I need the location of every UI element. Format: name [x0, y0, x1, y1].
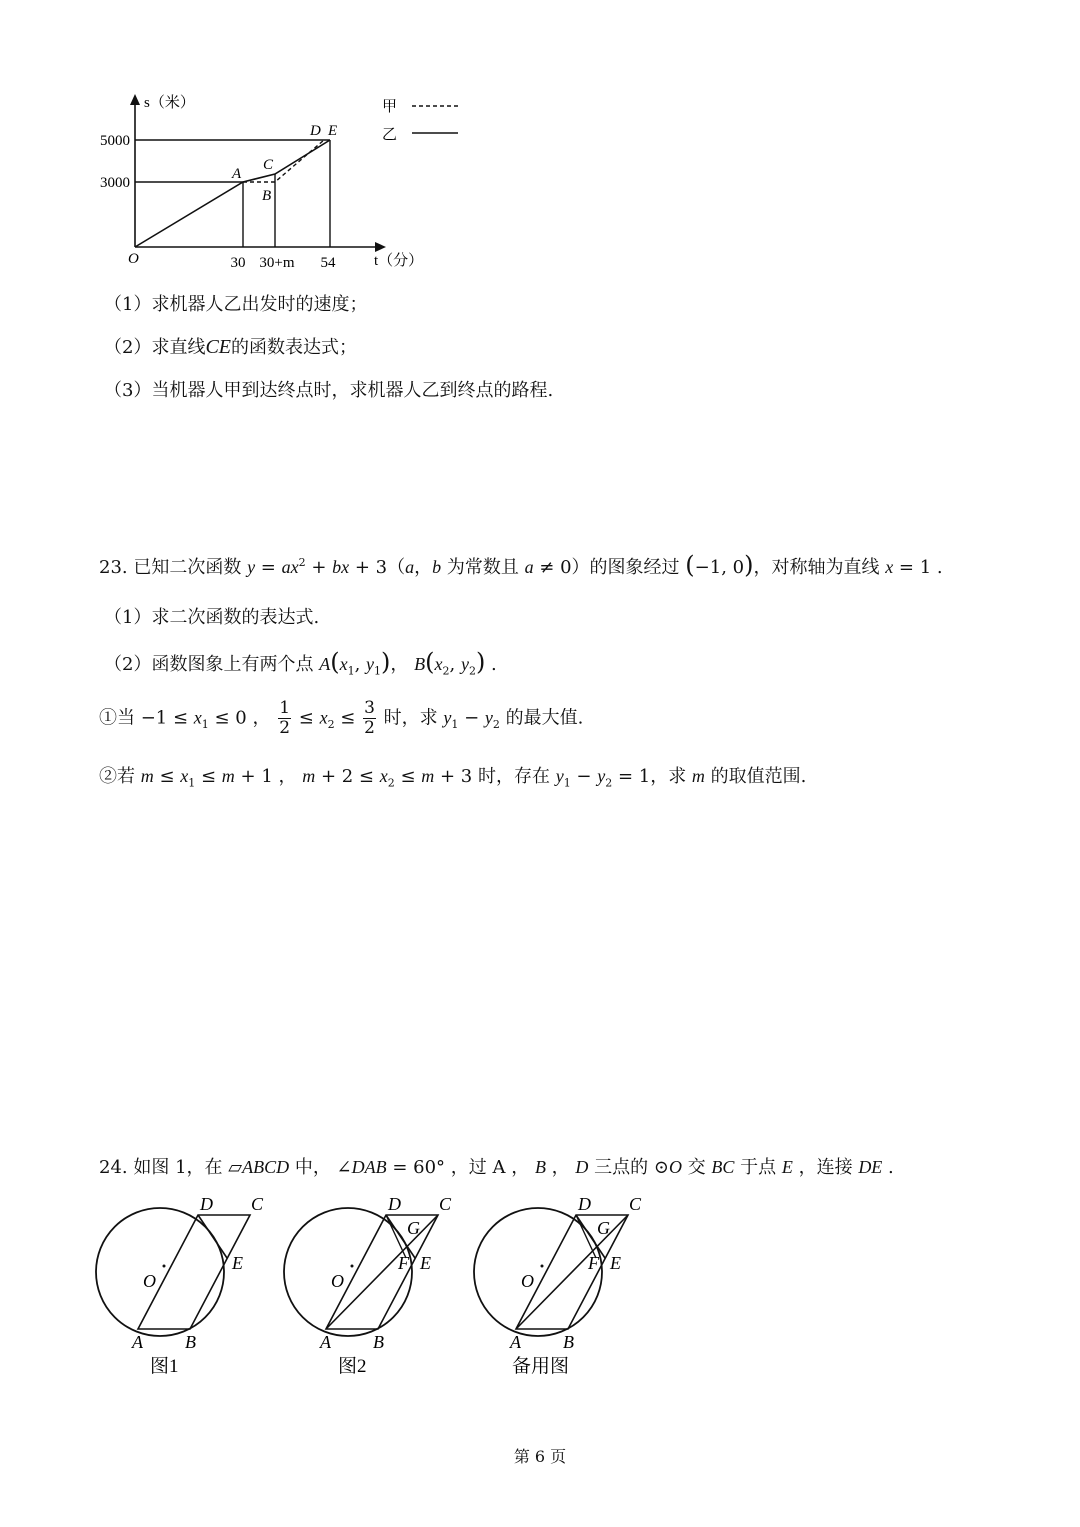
- label-d: D: [200, 1194, 213, 1214]
- figure-2: [278, 1190, 468, 1380]
- point-e-label: E: [328, 123, 338, 139]
- q23-stem: 23. 已知二次函数 $y = ax^2$ + bx + 3（a，b 为常数且 a ≠ 0）的图象经过 (−1, 0)，对称轴为直线 x = 1 .: [99, 551, 943, 579]
- label-o: O: [331, 1271, 344, 1291]
- label-c: C: [439, 1194, 452, 1214]
- label-o: O: [521, 1271, 534, 1291]
- label-e: E: [232, 1253, 243, 1273]
- caption-fig2: 图2: [338, 1356, 367, 1377]
- q22-part1: （1）求机器人乙出发时的速度；: [104, 294, 368, 315]
- label-d: D: [578, 1194, 591, 1214]
- label-e: E: [420, 1253, 431, 1273]
- center-dot: [541, 1265, 544, 1268]
- point-a-label: A: [232, 166, 242, 182]
- segment-dg: [386, 1215, 406, 1258]
- y-axis-arrow: [130, 94, 140, 105]
- point-b-label: B: [262, 188, 272, 204]
- label-f: F: [588, 1253, 599, 1273]
- label-a: A: [510, 1332, 521, 1352]
- label-c: C: [251, 1194, 264, 1214]
- y-axis-label: s（米）: [144, 95, 195, 111]
- label-g: G: [407, 1218, 420, 1238]
- legend-yi-label: 乙: [382, 127, 398, 143]
- figure-spare: [468, 1190, 658, 1380]
- caption-spare: 备用图: [512, 1356, 570, 1377]
- page-number: 第 6 页: [513, 1447, 567, 1466]
- q23-part1: （1）求二次函数的表达式.: [104, 607, 320, 628]
- segment-dg: [576, 1215, 596, 1258]
- x-tick-30m: 30+m: [259, 255, 295, 271]
- caption-fig1: 图1: [150, 1356, 179, 1377]
- label-a: A: [320, 1332, 331, 1352]
- y-tick-5000: 5000: [100, 133, 130, 149]
- x-axis-label: t（分）: [374, 253, 424, 269]
- point-c-label: C: [263, 157, 274, 173]
- label-c: C: [629, 1194, 642, 1214]
- robot-yi-path: [135, 140, 330, 247]
- circle-o: [474, 1208, 602, 1336]
- q23-sub1: ①当 $-1 \le x_1 \le 0$ ， $\frac{1}{2}$ ≤ $x_2$ ≤ $\frac{3}{2}$ 时，求 $y_1 - y_2$ 的最大值.: [99, 698, 584, 738]
- q22-part3: （3）当机器人甲到达终点时，求机器人乙到终点的路程.: [104, 380, 554, 401]
- q24-stem: 24. 如图 1，在 ▱ABCD 中， ∠DAB = 60° ，过 A ， B ， D 三点的 ⊙O 交 BC 于点 E ，连接 DE .: [99, 1157, 894, 1178]
- label-o: O: [143, 1271, 156, 1291]
- x-tick-30: 30: [230, 255, 246, 271]
- y-tick-3000: 3000: [100, 175, 130, 191]
- label-b: B: [185, 1332, 196, 1352]
- x-axis-arrow: [375, 242, 386, 252]
- point-d-label: D: [310, 123, 321, 139]
- q22-part2: （2）求直线CE的函数表达式；: [104, 336, 358, 358]
- label-e: E: [610, 1253, 621, 1273]
- label-a: A: [132, 1332, 143, 1352]
- x-tick-54: 54: [320, 255, 336, 271]
- label-d: D: [388, 1194, 401, 1214]
- legend-jia-label: 甲: [382, 99, 398, 115]
- q23-part2: （2）函数图象上有两个点 $A(x_1$, $y_1$)， $B(x_2$, $y_2$) .: [104, 648, 497, 678]
- circle-o: [284, 1208, 412, 1336]
- center-dot: [351, 1265, 354, 1268]
- robot-jia-path: [243, 140, 324, 182]
- figure-1: [90, 1190, 280, 1380]
- label-f: F: [398, 1253, 409, 1273]
- label-b: B: [563, 1332, 574, 1352]
- distance-time-graph: [90, 85, 490, 280]
- center-dot: [163, 1265, 166, 1268]
- circle-o: [96, 1208, 224, 1336]
- segment-de: [198, 1215, 227, 1258]
- origin-label: O: [128, 251, 139, 267]
- label-g: G: [597, 1218, 610, 1238]
- label-b: B: [373, 1332, 384, 1352]
- q23-sub2: ②若 $m \le x_1 \le m + 1$ ， $m + 2 \le x_2 \le m + 3$ 时，存在 $y_1 - y_2 = 1$，求 m 的取值范围.: [99, 766, 807, 790]
